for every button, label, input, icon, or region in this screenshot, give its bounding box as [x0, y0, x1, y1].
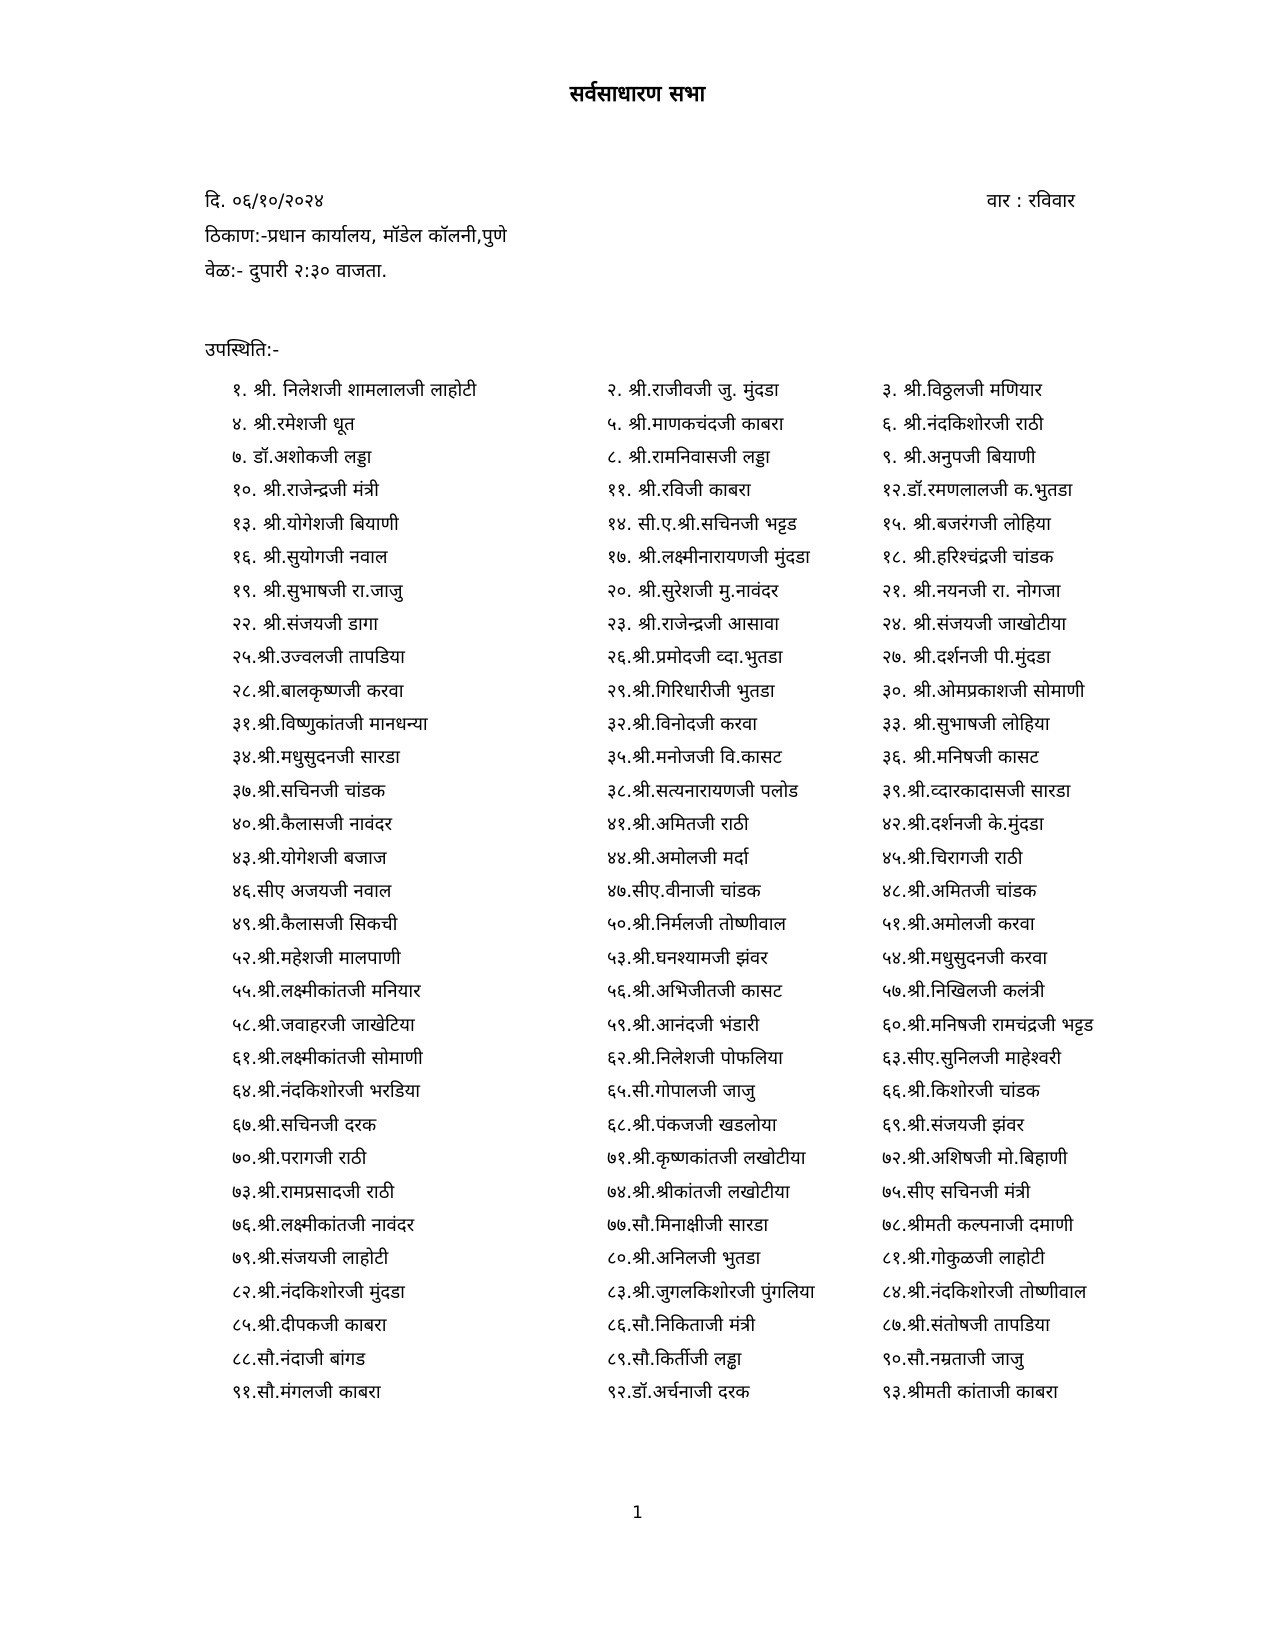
attendee-entry: ४७.सीए.वीनाजी चांडक: [607, 881, 761, 903]
attendee-entry: ८६.सौ.निकिताजी मंत्री: [607, 1315, 756, 1337]
attendee-entry: ५५.श्री.लक्ष्मीकांतजी मनियार: [232, 981, 421, 1003]
attendee-entry: ४९.श्री.कैलासजी सिकची: [232, 914, 398, 936]
attendee-entry: ८२.श्री.नंदकिशोरजी मुंदडा: [232, 1281, 405, 1303]
attendee-entry: ५६.श्री.अभिजीतजी कासट: [607, 981, 783, 1003]
attendee-entry: ३३. श्री.सुभाषजी लोहिया: [882, 714, 1050, 736]
attendee-entry: ३४.श्री.मधुसुदनजी सारडा: [232, 747, 400, 769]
attendee-entry: ७७.सौ.मिनाक्षीजी सारडा: [607, 1214, 769, 1236]
attendee-entry: ८३.श्री.जुगलकिशोरजी पुंगलिया: [607, 1281, 815, 1303]
attendee-entry: ३९.श्री.व्दारकादासजी सारडा: [882, 780, 1071, 802]
attendee-entry: ८५.श्री.दीपकजी काबरा: [232, 1315, 387, 1337]
attendee-entry: ५४.श्री.मधुसुदनजी करवा: [882, 947, 1048, 969]
attendee-entry: २२. श्री.संजयजी डागा: [232, 613, 379, 635]
attendee-entry: ३७.श्री.सचिनजी चांडक: [232, 780, 386, 802]
attendee-entry: ५. श्री.माणकचंदजी काबरा: [607, 413, 784, 435]
attendee-entry: ४४.श्री.अमोलजी मर्दा: [607, 847, 749, 869]
attendee-entry: ९१.सौ.मंगलजी काबरा: [232, 1381, 381, 1403]
attendee-entry: ३६. श्री.मनिषजी कासट: [882, 747, 1039, 769]
attendee-entry: १. श्री. निलेशजी शामलालजी लाहोटी: [232, 380, 477, 402]
attendee-entry: १४. सी.ए.श्री.सचिनजी भट्टड: [607, 513, 797, 535]
attendee-entry: १३. श्री.योगेशजी बियाणी: [232, 513, 399, 535]
attendee-list: [232, 373, 1242, 1408]
attendee-entry: ११. श्री.रविजी काबरा: [607, 480, 751, 502]
attendee-entry: ८. श्री.रामनिवासजी लड्डा: [607, 446, 770, 468]
attendee-entry: ७३.श्री.रामप्रसादजी राठी: [232, 1181, 395, 1203]
attendee-entry: ४१.श्री.अमितजी राठी: [607, 814, 749, 836]
attendee-entry: ६९.श्री.संजयजी झंवर: [882, 1114, 1025, 1136]
attendee-entry: ६८.श्री.पंकजजी खडलोया: [607, 1114, 777, 1136]
attendee-entry: ५१.श्री.अमोलजी करवा: [882, 914, 1035, 936]
attendee-entry: १८. श्री.हरिश्चंद्रजी चांडक: [882, 547, 1054, 569]
attendee-entry: ६२.श्री.निलेशजी पोफलिया: [607, 1048, 783, 1069]
attendee-entry: ३२.श्री.विनोदजी करवा: [607, 714, 758, 736]
meeting-time: वेळ:- दुपारी २:३० वाजता.: [205, 260, 388, 282]
attendee-entry: ८९.सौ.किर्तीजी लड्ढा: [607, 1348, 742, 1370]
attendee-entry: ७९.श्री.संजयजी लाहोटी: [232, 1248, 389, 1270]
attendee-entry: ९०.सौ.नम्रताजी जाजु: [882, 1348, 1024, 1370]
attendee-entry: ७१.श्री.कृष्णकांतजी लखोटीया: [607, 1148, 806, 1170]
attendee-entry: ६६.श्री.किशोरजी चांडक: [882, 1081, 1040, 1103]
attendee-entry: २४. श्री.संजयजी जाखोटीया: [882, 613, 1067, 635]
page-number: 1: [632, 1503, 643, 1523]
attendee-entry: ४५.श्री.चिरागजी राठी: [882, 847, 1023, 869]
attendee-entry: ४३.श्री.योगेशजी बजाज: [232, 847, 387, 869]
attendee-entry: १७. श्री.लक्ष्मीनारायणजी मुंदडा: [607, 547, 810, 569]
attendee-entry: ५३.श्री.घनश्यामजी झंवर: [607, 947, 768, 969]
attendee-entry: ७५.सीए सचिनजी मंत्री: [882, 1181, 1031, 1203]
attendee-entry: ५७.श्री.निखिलजी कलंत्री: [882, 981, 1045, 1003]
attendee-entry: ५०.श्री.निर्मलजी तोष्णीवाल: [607, 914, 787, 936]
attendee-entry: ४०.श्री.कैलासजी नावंदर: [232, 814, 393, 836]
attendee-entry: ९३.श्रीमती कांताजी काबरा: [882, 1381, 1058, 1403]
attendee-entry: ४२.श्री.दर्शनजी के.मुंदडा: [882, 814, 1044, 836]
attendance-label: उपस्थिति:-: [205, 339, 280, 361]
attendee-entry: ६७.श्री.सचिनजी दरक: [232, 1114, 377, 1136]
attendee-entry: ४. श्री.रमेशजी धूत: [232, 413, 355, 435]
attendee-entry: ७. डॉ.अशोकजी लड्डा: [232, 446, 372, 468]
attendee-entry: ३५.श्री.मनोजजी वि.कासट: [607, 747, 782, 769]
attendee-entry: ४६.सीए अजयजी नवाल: [232, 881, 392, 903]
attendee-entry: ६. श्री.नंदकिशोरजी राठी: [882, 413, 1044, 435]
attendee-entry: ९२.डॉ.अर्चनाजी दरक: [607, 1381, 750, 1403]
attendee-entry: ६३.सीए.सुनिलजी माहेश्वरी: [882, 1048, 1062, 1069]
attendee-entry: १९. श्री.सुभाषजी रा.जाजु: [232, 580, 403, 602]
attendee-entry: १०. श्री.राजेन्द्रजी मंत्री: [232, 480, 379, 502]
attendee-entry: १६. श्री.सुयोगजी नवाल: [232, 547, 388, 569]
attendee-entry: २३. श्री.राजेन्द्रजी आसावा: [607, 613, 780, 635]
attendee-entry: ७८.श्रीमती कल्पनाजी दमाणी: [882, 1214, 1074, 1236]
attendee-entry: २. श्री.राजीवजी जु. मुंदडा: [607, 380, 779, 402]
meeting-place: ठिकाण:-प्रधान कार्यालय, मॉडेल कॉलनी,पुणे: [205, 225, 507, 247]
attendee-entry: ७६.श्री.लक्ष्मीकांतजी नावंदर: [232, 1214, 415, 1236]
attendee-entry: ३०. श्री.ओमप्रकाशजी सोमाणी: [882, 680, 1085, 702]
attendee-entry: २०. श्री.सुरेशजी मु.नावंदर: [607, 580, 779, 602]
attendee-entry: ६५.सी.गोपालजी जाजु: [607, 1081, 755, 1103]
attendee-entry: ३. श्री.विठ्ठलजी मणियार: [882, 380, 1043, 402]
meeting-date: दि. ०६/१०/२०२४: [205, 190, 324, 212]
attendee-entry: ८७.श्री.संतोषजी तापडिया: [882, 1315, 1050, 1337]
attendee-entry: २८.श्री.बालकृष्णजी करवा: [232, 680, 404, 702]
attendee-entry: ५२.श्री.महेशजी मालपाणी: [232, 947, 401, 969]
attendee-entry: ५८.श्री.जवाहरजी जाखेटिया: [232, 1014, 415, 1036]
attendee-entry: ५९.श्री.आनंदजी भंडारी: [607, 1014, 760, 1036]
attendee-entry: ४८.श्री.अमितजी चांडक: [882, 881, 1037, 903]
attendee-entry: ८०.श्री.अनिलजी भुतडा: [607, 1248, 761, 1270]
attendee-entry: ७२.श्री.अशिषजी मो.बिहाणी: [882, 1148, 1068, 1170]
attendee-entry: ६०.श्री.मनिषजी रामचंद्रजी भट्टड: [882, 1014, 1094, 1036]
attendee-entry: ८८.सौ.नंदाजी बांगड: [232, 1348, 366, 1370]
attendee-entry: १५. श्री.बजरंगजी लोहिया: [882, 513, 1051, 535]
attendee-entry: २९.श्री.गिरिधारीजी भुतडा: [607, 680, 775, 702]
attendee-entry: ८१.श्री.गोकुळजी लाहोटी: [882, 1248, 1045, 1270]
attendee-entry: ८४.श्री.नंदकिशोरजी तोष्णीवाल: [882, 1281, 1087, 1303]
document-title: सर्वसाधारण सभा: [569, 82, 706, 107]
attendee-entry: २५.श्री.उज्वलजी तापडिया: [232, 647, 405, 669]
attendee-entry: २७. श्री.दर्शनजी पी.मुंदडा: [882, 647, 1051, 669]
attendee-entry: २६.श्री.प्रमोदजी व्दा.भुतडा: [607, 647, 783, 669]
attendee-entry: ३८.श्री.सत्यनारायणजी पलोड: [607, 780, 799, 802]
attendee-entry: १२.डॉ.रमणलालजी क.भुतडा: [882, 480, 1073, 502]
attendee-entry: ७०.श्री.परागजी राठी: [232, 1148, 367, 1170]
attendee-entry: ६१.श्री.लक्ष्मीकांतजी सोमाणी: [232, 1048, 423, 1069]
meeting-day: वार : रविवार: [986, 190, 1075, 212]
attendee-entry: २१. श्री.नयनजी रा. नोगजा: [882, 580, 1061, 602]
attendee-entry: ९. श्री.अनुपजी बियाणी: [882, 446, 1036, 468]
attendee-entry: ६४.श्री.नंदकिशोरजी भरडिया: [232, 1081, 421, 1103]
attendee-entry: ३१.श्री.विष्णुकांतजी मानधन्या: [232, 714, 428, 736]
attendee-entry: ७४.श्री.श्रीकांतजी लखोटीया: [607, 1181, 790, 1203]
